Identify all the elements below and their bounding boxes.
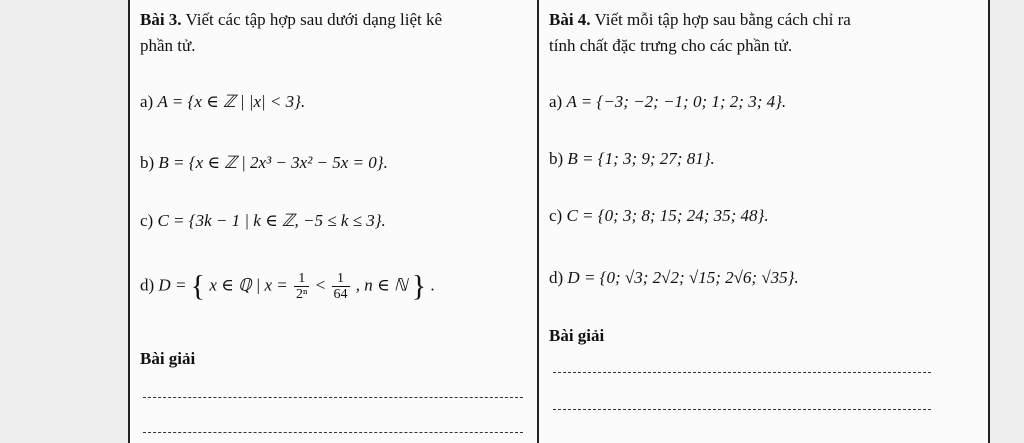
set-c-expression: C = {3k − 1 | k ∈ ℤ, −5 ≤ k ≤ 3}.: [157, 211, 386, 230]
item-label: b): [549, 149, 564, 168]
set-d-listing: D = {0; √3; 2√2; √15; 2√6; √35}.: [567, 268, 799, 287]
item-label: d): [140, 275, 155, 295]
exercise-3-title-line2: phần tử.: [140, 36, 196, 55]
period: .: [430, 275, 435, 295]
exercise-4-label: Bài 4.: [549, 10, 591, 29]
left-brace: {: [190, 269, 206, 303]
answer-line[interactable]: [143, 432, 523, 433]
set-d-condition: x ∈ ℚ | x =: [209, 275, 288, 295]
set-d-prefix: D =: [158, 275, 187, 295]
fraction-numerator: 1: [294, 271, 309, 287]
exercise-3-label: Bài 3.: [140, 10, 182, 29]
item-label: c): [140, 211, 154, 230]
fraction-one-over-64: [332, 271, 350, 302]
answer-line[interactable]: [553, 409, 931, 410]
set-d-suffix: , n ∈ ℕ: [355, 275, 408, 295]
set-a-listing: A = {−3; −2; −1; 0; 1; 2; 3; 4}.: [566, 92, 787, 111]
exercise-4-item-b: [549, 147, 715, 171]
solution-label: Bài giải: [549, 326, 605, 345]
set-b-listing: B = {1; 3; 9; 27; 81}.: [567, 149, 715, 168]
set-c-listing: C = {0; 3; 8; 15; 24; 35; 48}.: [566, 206, 769, 225]
answer-line[interactable]: [553, 372, 931, 373]
exercise-4-instruction: Viết mỗi tập hợp sau bằng cách chỉ ra: [594, 10, 851, 29]
column-divider: [537, 0, 539, 443]
exercise-3-title: [140, 9, 442, 31]
answer-line[interactable]: [143, 397, 523, 398]
item-label: b): [140, 153, 155, 172]
exercise-3-item-d: [140, 271, 435, 302]
exercise-4-title: [549, 9, 851, 31]
exercise-4-solution-heading: [549, 325, 604, 347]
exercise-3-item-b: [140, 151, 388, 175]
exercise-3-solution-heading: [140, 348, 195, 370]
fraction-numerator: 1: [332, 271, 350, 287]
set-a-expression: A = {x ∈ ℤ | |x| < 3}.: [157, 92, 306, 111]
less-than-sign: <: [315, 275, 326, 295]
right-brace: }: [411, 269, 427, 303]
exercise-3-item-c: [140, 209, 386, 233]
exercise-4-title-line2: tính chất đặc trưng cho các phần tử.: [549, 36, 793, 55]
item-label: a): [549, 92, 563, 111]
exercise-3-item-a: [140, 90, 305, 114]
item-label: c): [549, 206, 563, 225]
fraction-denominator: 64: [333, 287, 348, 302]
item-label: a): [140, 92, 154, 111]
exercise-4-item-c: [549, 204, 769, 228]
exercise-4-item-a: [549, 90, 786, 114]
set-b-expression: B = {x ∈ ℤ | 2x³ − 3x² − 5x = 0}.: [158, 153, 388, 172]
exercise-3-instruction: Viết các tập hợp sau dưới dạng liệt kê: [185, 10, 443, 29]
fraction-denominator: 2ⁿ: [296, 287, 308, 302]
solution-label: Bài giải: [140, 349, 196, 368]
item-label: d): [549, 268, 564, 287]
fraction-one-over-2n: [294, 271, 309, 302]
exercise-4-item-d: [549, 266, 799, 290]
